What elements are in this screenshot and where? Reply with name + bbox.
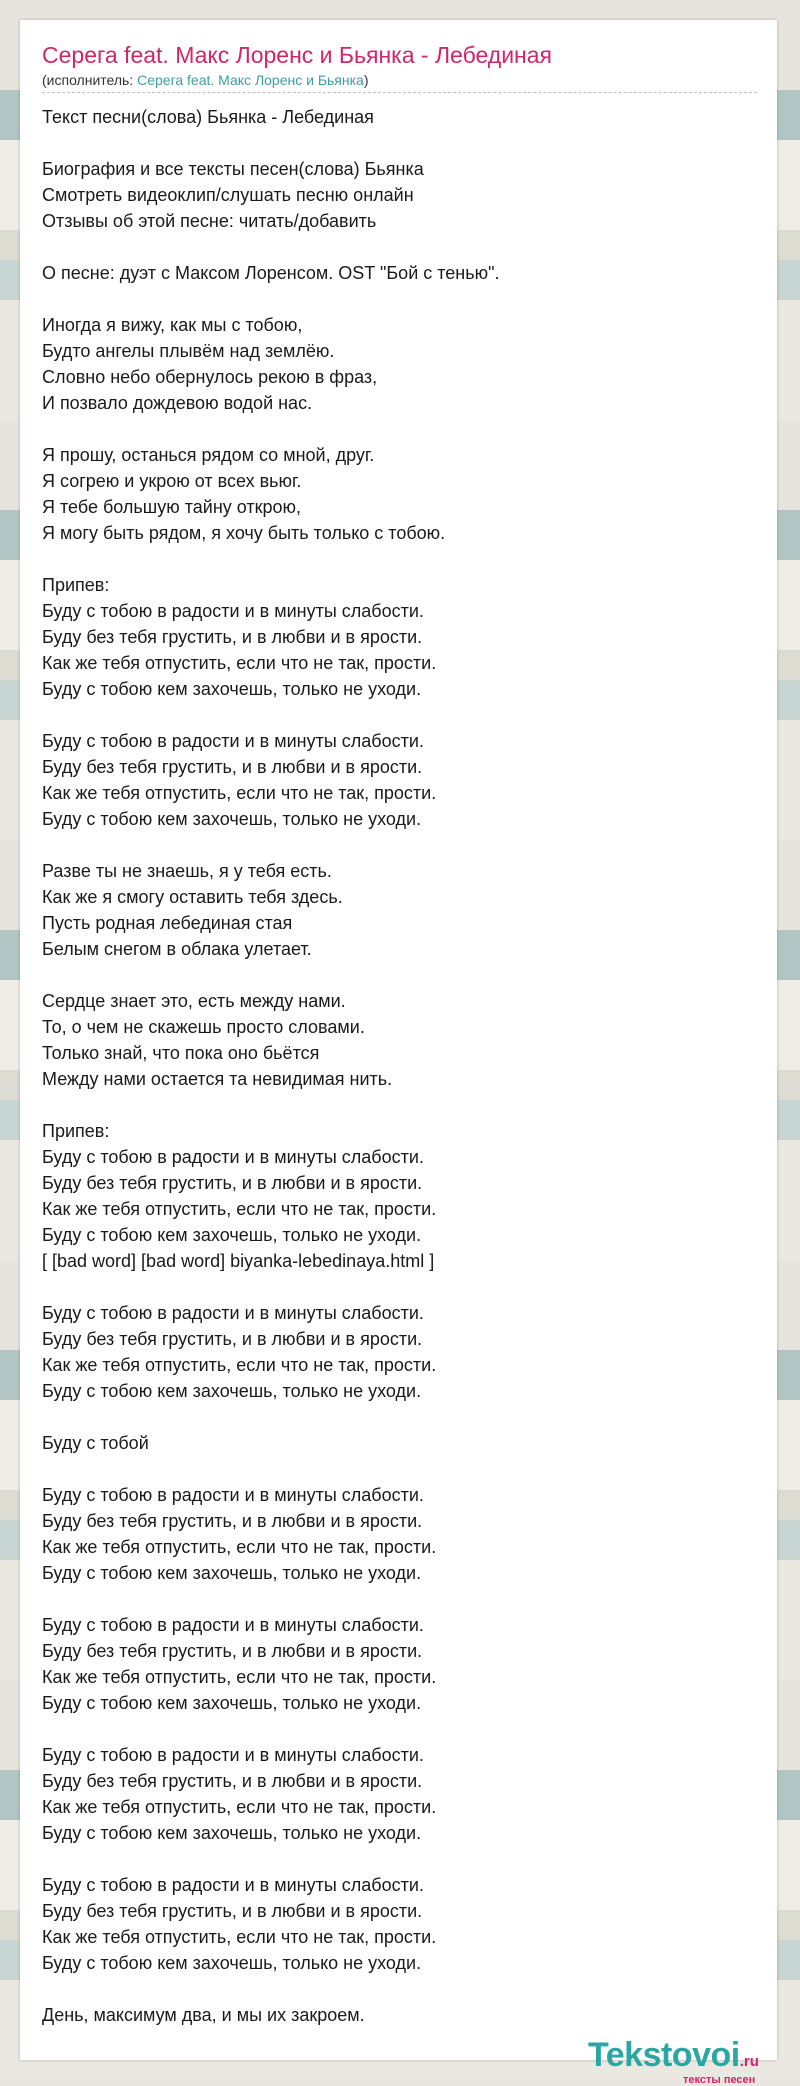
performer-suffix: ) — [363, 72, 369, 88]
page-title: Серега feat. Макс Лоренс и Бьянка - Лебединая — [42, 42, 552, 68]
logo-tagline: тексты песен — [683, 2074, 756, 2086]
lyrics-text: Текст песни(слова) Бьянка - Лебединая Биография и все тексты песен(слова) Бьянка Смотреть видеоклип/слушать песню онлайн Отзывы об этой песне: читать/добавить О песне: дуэт с Максом Лоренсом. OST "Бой с тенью". Иногда я вижу, как мы с тобою, Будто ангелы плывём над землёю. Словно небо обернулось рекою в фраз, И позвало дождевою водой нас. Я прошу, останься рядом со мной, друг. Я согрею и укрою от всех вьюг. Я тебе большую тайну открою, Я могу быть рядом, я хочу быть только с тобою. Припев: Буду с тобою в радости и в минуты слабости. Буду без тебя грустить, и в любви и в ярости. Как же тебя отпустить, если что не так, прости. Буду с тобою кем захочешь, только не уходи. Буду с тобою в радости и в минуты слабости. Буду без тебя грустить, и в любви и в ярости. Как же тебя отпустить, если что не так, прости. Буду с тобою кем захочешь, только не уходи. Разве ты не знаешь, я у тебя есть. Как же я смогу оставить тебя здесь. Пусть родная лебединая стая Белым снегом в облака улетает. Сердце знает это, есть между нами. То, о чем не скажешь просто словами. Только знай, что пока оно бьётся Между нами остается та невидимая нить. Припев: Буду с тобою в радости и в минуты слабости. Буду без тебя грустить, и в любви и в ярости. Как же тебя отпустить, если что не так, прости. Буду с тобою кем захочешь, только не уходи. [ [bad word] [bad word] biyanka-lebedinaya.html ] Буду с тобою в радости и в минуты слабости. Буду без тебя грустить, и в любви и в ярости. Как же тебя отпустить, если что не так, прости. Буду с тобою кем захочешь, только не уходи. Буду с тобой Буду с тобою в радости и в минуты слабости. Буду без тебя грустить, и в любви и в ярости. Как же тебя отпустить, если что не так, прости. Буду с тобою кем захочешь, только не уходи. Буду с тобою в радости и в минуты слабости. Буду без тебя грустить, и в любви и в ярости. Как же тебя отпустить, если что не так, прости. Буду с тобою кем захочешь, только не уходи. Буду с тобою в радости и в минуты слабости. Буду без тебя грустить, и в любви и в ярости. Как же тебя отпустить, если что не так, прости. Буду с тобою кем захочешь, только не уходи. Буду с тобою в радости и в минуты слабости. Буду без тебя грустить, и в любви и в ярости. Как же тебя отпустить, если что не так, прости. Буду с тобою кем захочешь, только не уходи. День, максимум два, и мы их закроем. — [42, 107, 500, 2025]
header-divider — [42, 92, 757, 93]
performer-prefix: (исполнитель: — [42, 72, 138, 88]
logo-main-text: Tekstovoi — [588, 2036, 740, 2074]
performer-link[interactable]: Серега feat. Макс Лоренс и Бьянка — [137, 72, 364, 88]
logo-tld: .ru — [739, 2053, 759, 2070]
site-logo[interactable] — [588, 2036, 759, 2086]
lyrics-card — [20, 20, 777, 2086]
performer-line — [42, 72, 369, 88]
